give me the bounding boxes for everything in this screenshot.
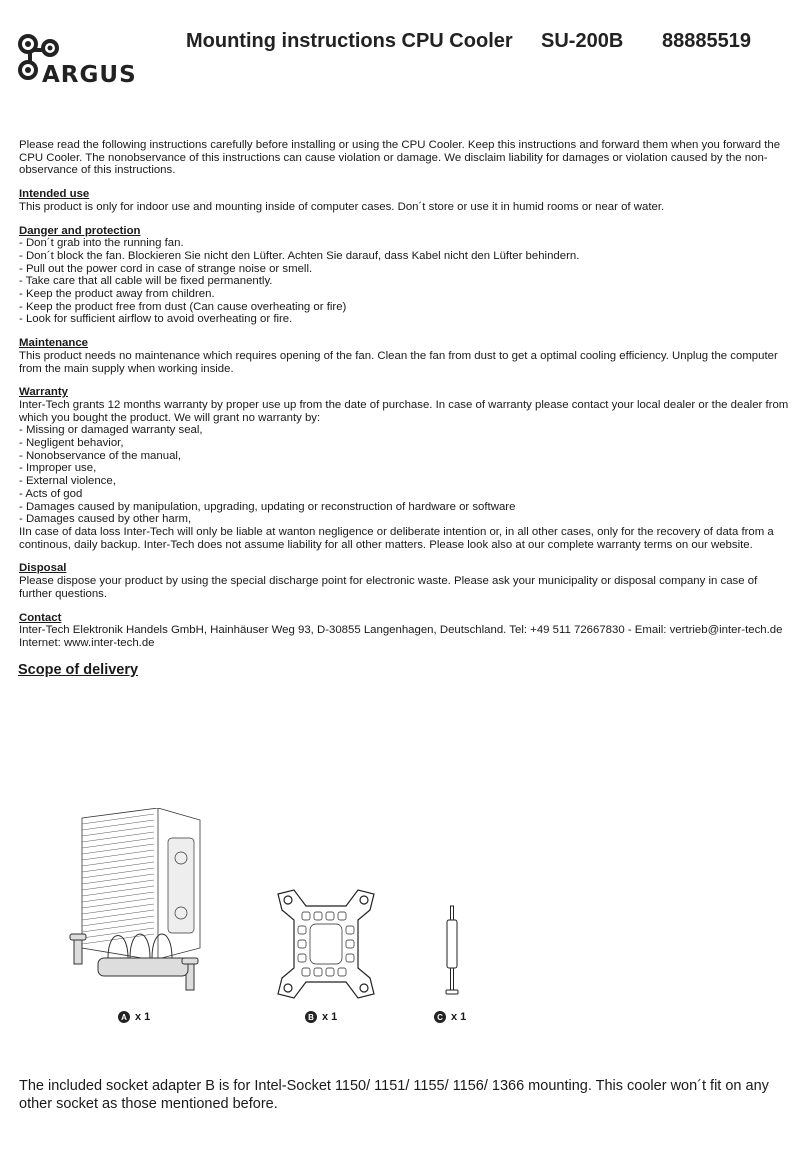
thermal-paste-illustration [442, 904, 462, 999]
intended-use-heading: Intended use [19, 188, 90, 201]
list-item: - Don´t grab into the running fan. [19, 237, 184, 250]
maintenance-heading: Maintenance [19, 337, 88, 350]
page-title: Mounting instructions CPU Cooler [186, 30, 513, 52]
model-number: SU-200B [541, 30, 624, 52]
list-item: - Damages caused by other harm, [19, 513, 192, 526]
contact-heading: Contact [19, 611, 62, 624]
item-a-badge: A [118, 1011, 130, 1023]
instructions-body [19, 139, 791, 650]
warranty-closing: IIn case of data loss Inter-Tech will only be liable at wanton negligence or deliberate intention or, in all other cases, only for the recovery of data from a continous, daily backup. Inter-Tech does not assume liability for all other matters. Please look also at our complete warranty terms on our website. [19, 525, 774, 551]
warranty-heading: Warranty [19, 386, 68, 399]
item-c-badge: C [434, 1011, 446, 1023]
list-item: - Missing or damaged warranty seal, [19, 424, 203, 437]
scope-item-a-label [118, 1011, 150, 1023]
intro-paragraph: Please read the following instructions carefully before installing or using the CPU Cooler. Keep this instructions and forward them when you forward the CPU Cooler. The nonobservance of this instructions can cause violation or damage. We disclaim liability for damages or violation caused by the non-observance of this instructions. [19, 139, 781, 177]
list-item: - Take care that all cable will be fixed permanently. [19, 275, 273, 288]
list-item: - Pull out the power cord in case of strange noise or smell. [19, 262, 313, 275]
intended-use-section [19, 188, 791, 213]
maintenance-text: This product needs no maintenance which requires opening of the fan. Clean the fan from dust to get a optimal cooling efficiency. Unplug the computer from the main supply when working inside. [19, 349, 778, 375]
list-item: - Keep the product away from children. [19, 288, 215, 301]
contact-section [19, 612, 791, 650]
contact-address: Inter-Tech Elektronik Handels GmbH, Hainhäuser Weg 93, D-30855 Langenhagen, Deutschland. Tel: +49 511 72667830 - Email: vertrieb@inter-tech.de [19, 624, 783, 637]
danger-list [19, 237, 791, 326]
scope-item-b-label [305, 1011, 337, 1023]
intended-use-text: This product is only for indoor use and mounting inside of computer cases. Don´t store or use it in humid rooms or near of water. [19, 200, 665, 213]
scope-of-delivery-heading: Scope of delivery [18, 662, 139, 678]
danger-section [19, 225, 791, 327]
scope-item-c-label [434, 1011, 466, 1023]
list-item: - Acts of god [19, 487, 83, 500]
disposal-text: Please dispose your product by using the special discharge point for electronic waste. Please ask your municipality or disposal company in case of further questions. [19, 575, 758, 600]
socket-adapter-illustration [272, 888, 380, 1000]
list-item: - Damages caused by manipulation, upgrading, updating or reconstruction of hardware or software [19, 500, 516, 513]
list-item: - Look for sufficient airflow to avoid overheating or fire. [19, 313, 293, 326]
list-item: - External violence, [19, 475, 116, 488]
list-item: - Keep the product free from dust (Can cause overheating or fire) [19, 300, 347, 313]
list-item: - Negligent behavior, [19, 437, 124, 450]
socket-compatibility-note: The included socket adapter B is for Intel-Socket 1150/ 1151/ 1155/ 1156/ 1366 mounting. This cooler won´t fit on any other socket as those mentioned before. [19, 1078, 769, 1112]
item-a-quantity: x 1 [135, 1011, 151, 1023]
list-item: - Don´t block the fan. Blockieren Sie nicht den Lüfter. Achten Sie darauf, dass Kabel nicht den Lüfter behindern. [19, 249, 580, 262]
list-item: - Improper use, [19, 462, 97, 475]
article-number: 88885519 [662, 30, 751, 52]
warranty-list [19, 424, 791, 526]
item-c-quantity: x 1 [451, 1011, 467, 1023]
maintenance-section [19, 337, 791, 375]
cpu-cooler-illustration [68, 808, 213, 998]
list-item: - Nonobservance of the manual, [19, 449, 182, 462]
disposal-section [19, 562, 791, 600]
warranty-section [19, 386, 791, 551]
item-b-badge: B [305, 1011, 317, 1023]
brand-name: ARGUS [42, 62, 137, 88]
contact-website: Internet: www.inter-tech.de [19, 636, 155, 649]
warranty-text: Inter-Tech grants 12 months warranty by proper use up from the date of purchase. In case of warranty please contact your local dealer or the dealer from which you bought the product. We will grant no warranty by: [19, 398, 789, 424]
item-b-quantity: x 1 [322, 1011, 338, 1023]
disposal-heading: Disposal [19, 562, 67, 575]
danger-heading: Danger and protection [19, 224, 141, 237]
